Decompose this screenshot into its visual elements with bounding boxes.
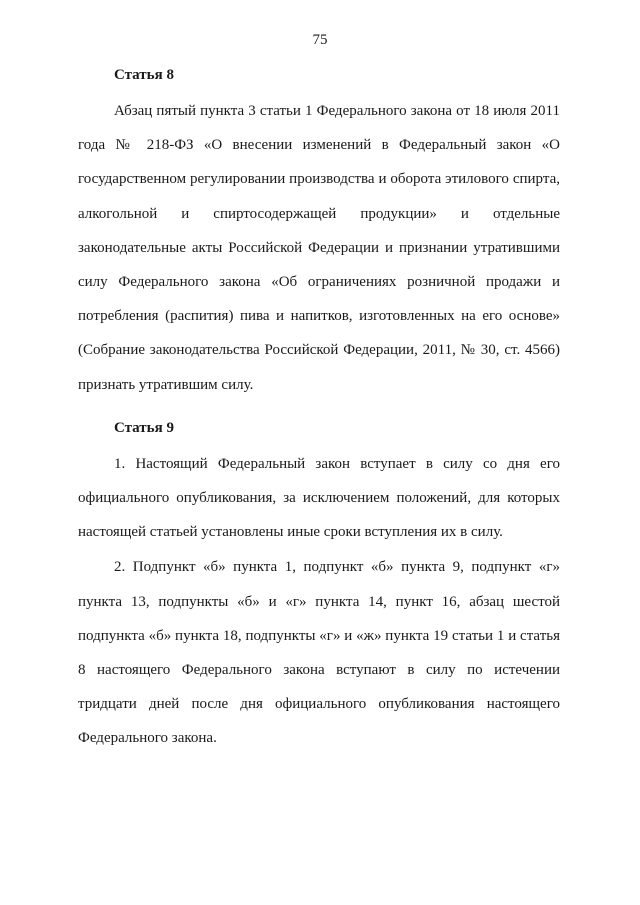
document-body (78, 65, 560, 756)
page-number: 75 (312, 32, 328, 48)
article-8-heading: Статья 8 (114, 67, 174, 83)
article-9-heading: Статья 9 (114, 419, 174, 436)
article-9-paragraph-2: 2. Подпункт «б» пункта 1, подпункт «б» пункта 9, подпункт «г» пункта 13, подпункты «б» и «г» пункта 14, пункт 16, абзац шестой подпункта «б» пункта 18, подпункты «г» и «ж» пункта 19 статьи 1 и статья 8 настоящего Федерального закона вступают в силу по истечении тридцати дней после дня официального опубликования настоящего Федерального закона. (78, 559, 560, 747)
article-9-paragraph-1: 1. Настоящий Федеральный закон вступает в силу со дня его официального опубликования, за исключением положений, для которых настоящей статьей установлены иные сроки вступления их в силу. (78, 455, 560, 541)
article-8-paragraph: Абзац пятый пункта 3 статьи 1 Федерального закона от 18 июля 2011 года № 218-ФЗ «О внесении изменений в Федеральный закон «О государственном регулировании производства и оборота этилового спирта, алкогольной и спиртосодержащей продукции» и отдельные законодательные акты Российской Федерации и признании утратившими силу Федерального закона «Об ограничениях розничной продажи и потребления (распития) пива и напитков, изготовленных на его основе» (Собрание законодательства Российской Федерации, 2011, № 30, ст. 4566) признать утратившим силу. (78, 103, 560, 393)
